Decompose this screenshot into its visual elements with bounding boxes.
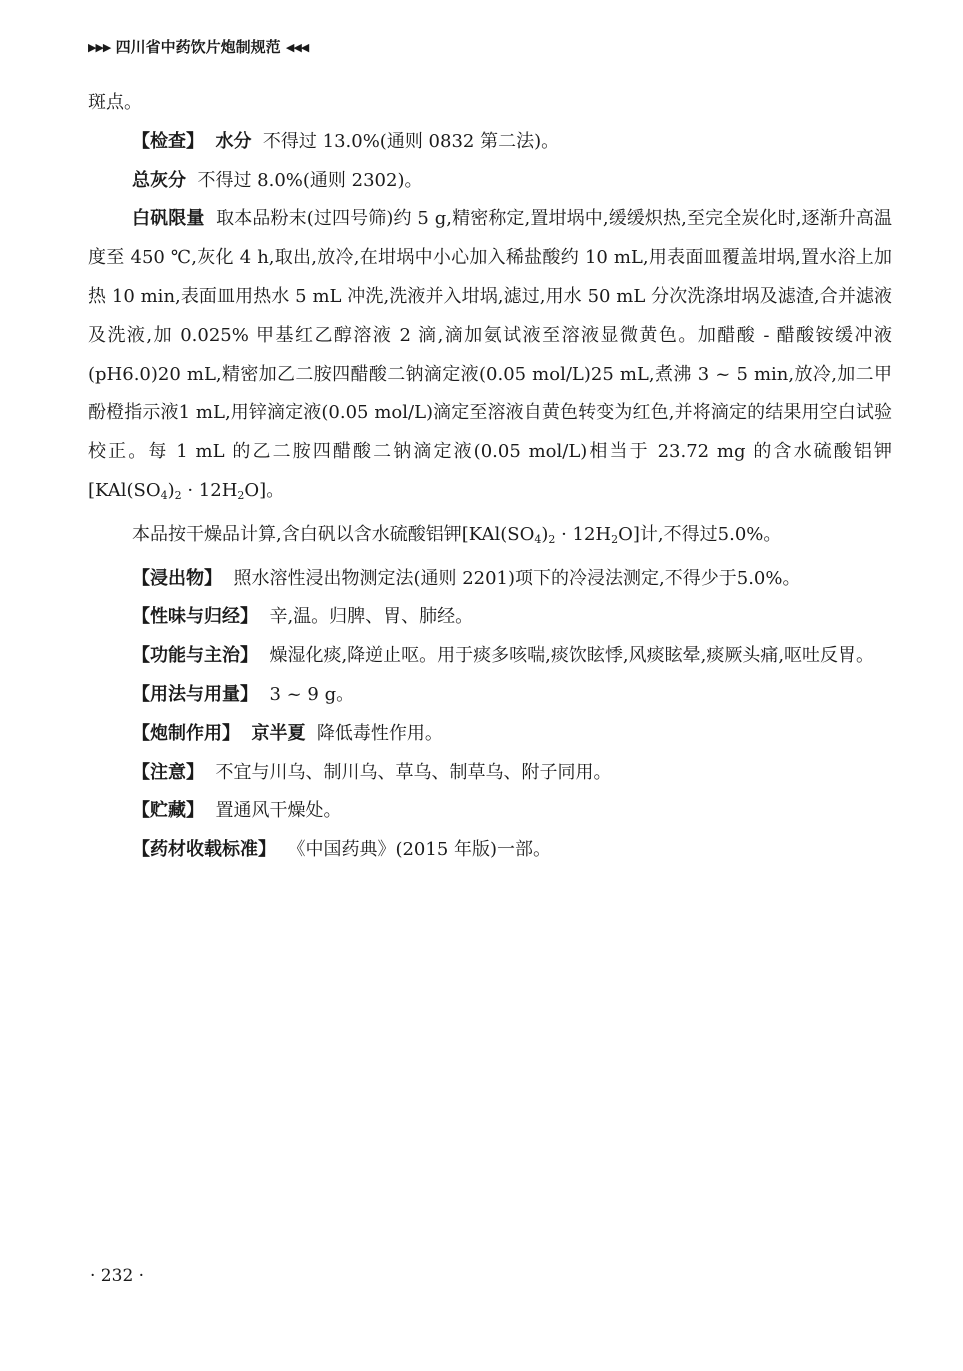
paragraph-usage — [88, 676, 892, 715]
storage-label: 【贮藏】 — [132, 800, 204, 822]
paragraph-processing — [88, 715, 892, 754]
nature-label: 【性味与归经】 — [132, 606, 258, 628]
ash-text: 不得过 8.0%(通则 2302)。 — [197, 169, 423, 191]
function-label: 【功能与主治】 — [132, 645, 258, 667]
paragraph-standard — [88, 831, 892, 870]
note-label: 【注意】 — [132, 761, 204, 783]
note-text: 不宜与川乌、制川乌、草乌、制草乌、附子同用。 — [215, 761, 612, 783]
usage-label: 【用法与用量】 — [132, 683, 258, 705]
ash-label: 总灰分 — [132, 169, 186, 191]
paragraph-continuation: 斑点。 — [88, 92, 142, 113]
standard-label: 【药材收载标准】 — [132, 839, 276, 861]
paragraph-calculation: 本品按干燥品计算,含白矾以含水硫酸铝钾$[KAl(SO_4)_2 \cdot 12H_2O]$计,不得过5.0%。 — [132, 523, 782, 546]
extract-label: 【浸出物】 — [132, 567, 222, 589]
alum-label: 白矾限量 — [132, 208, 205, 230]
processing-label: 【炮制作用】 — [132, 722, 240, 744]
paragraph-note — [88, 754, 892, 793]
page-number: · 232 · — [90, 1266, 145, 1286]
nature-text: 辛,温。归脾、胃、肺经。 — [269, 606, 474, 628]
storage-text: 置通风干燥处。 — [215, 800, 342, 822]
paragraph-alum-limit: 白矾限量 取本品粉末(过四号筛)约 5 g,精密称定,置坩埚中,缓缓炽热,至完全炭化时,逐渐升高温度至 450 ℃,灰化 4 h,取出,放冷,在坩埚中小心加入稀盐酸约 10 mL,用表面皿覆盖坩埚,置水浴上加热 10 min,表面皿用热水 5 mL 冲洗,洗液并入坩埚,滤过,用水 50 mL 分次洗涤坩埚及滤渣,合并滤液及洗液,加 0.025% 甲基红乙醇溶液 2 滴,滴加氨试液至溶液显微黄色。加醋酸 - 醋酸铵缓冲液(pH6.0)20 mL,精密加乙二胺四醋酸二钠滴定液(0.05 mol/L)25 mL,煮沸 3 ~ 5 min,放冷,加二甲酚橙指示液1 mL,用锌滴定液(0.05 mol/L)滴定至溶液自黄色转变为红色,并将滴定的结果用空白试验校正。每 1 mL 的乙二胺四醋酸二钠滴定液(0.05 mol/L)相当于 23.72 mg 的含水硫酸铝钾$[KAl(SO_4)_2 \cdot 12H_2O]$。 — [88, 208, 892, 502]
header-right-arrows: ◀◀◀ — [285, 41, 309, 54]
alum-text: 取本品粉末(过四号筛)约 5 g,精密称定,置坩埚中,缓缓炽热,至完全炭化时,逐渐升高温度至 450 ℃,灰化 4 h,取出,放冷,在坩埚中小心加入稀盐酸约 10 mL,用表面皿覆盖坩埚,置水浴上加热 10 min,表面皿用热水 5 mL 冲洗,洗液并入坩埚,滤过,用水 50 mL 分次洗涤坩埚及滤渣,合并滤液及洗液,加 0.025% 甲基红乙醇溶液 2 滴,滴加氨试液至溶液显微黄色。加醋酸 - 醋酸铵缓冲液(pH6.0)20 mL,精密加乙二胺四醋酸二钠滴定液(0.05 mol/L)25 mL,煮沸 3 ~ 5 min,放冷,加二甲酚橙指示液1 mL,用锌滴定液(0.05 mol/L)滴定至溶液自黄色转变为红色,并将滴定的结果用空白试验校正。每 1 mL 的乙二胺四醋酸二钠滴定液(0.05 mol/L)相当于 23.72 mg 的含水硫酸铝钾[KAl(SO — [88, 208, 892, 501]
paragraph-storage — [88, 792, 892, 831]
header-title: 四川省中药饮片炮制规范 — [115, 38, 281, 56]
water-label: 水分 — [215, 130, 252, 152]
function-text: 燥湿化痰,降逆止呕。用于痰多咳喘,痰饮眩悸,风痰眩晕,痰厥头痛,呕吐反胃。 — [269, 645, 875, 667]
paragraph-extract — [88, 560, 892, 599]
paragraph-function — [88, 637, 892, 676]
usage-text: 3 ~ 9 g。 — [269, 683, 355, 705]
running-header — [88, 36, 308, 58]
processing-text: 降低毒性作用。 — [316, 722, 443, 744]
processing-name: 京半夏 — [251, 722, 306, 744]
extract-text: 照水溶性浸出物测定法(通则 2201)项下的冷浸法测定,不得少于5.0%。 — [233, 567, 801, 589]
header-left-arrows: ▶▶▶ — [88, 41, 111, 54]
water-text: 不得过 13.0%(通则 0832 第二法)。 — [262, 130, 560, 152]
standard-text: 《中国药典》(2015 年版)一部。 — [287, 839, 552, 861]
paragraph-total-ash — [88, 162, 892, 201]
document-body — [88, 84, 892, 870]
paragraph-check-water — [88, 123, 892, 162]
paragraph-nature — [88, 598, 892, 637]
check-label: 【检查】 — [132, 130, 204, 152]
calc-text: 本品按干燥品计算,含白矾以含水硫酸铝钾[KAl(SO — [132, 523, 535, 545]
